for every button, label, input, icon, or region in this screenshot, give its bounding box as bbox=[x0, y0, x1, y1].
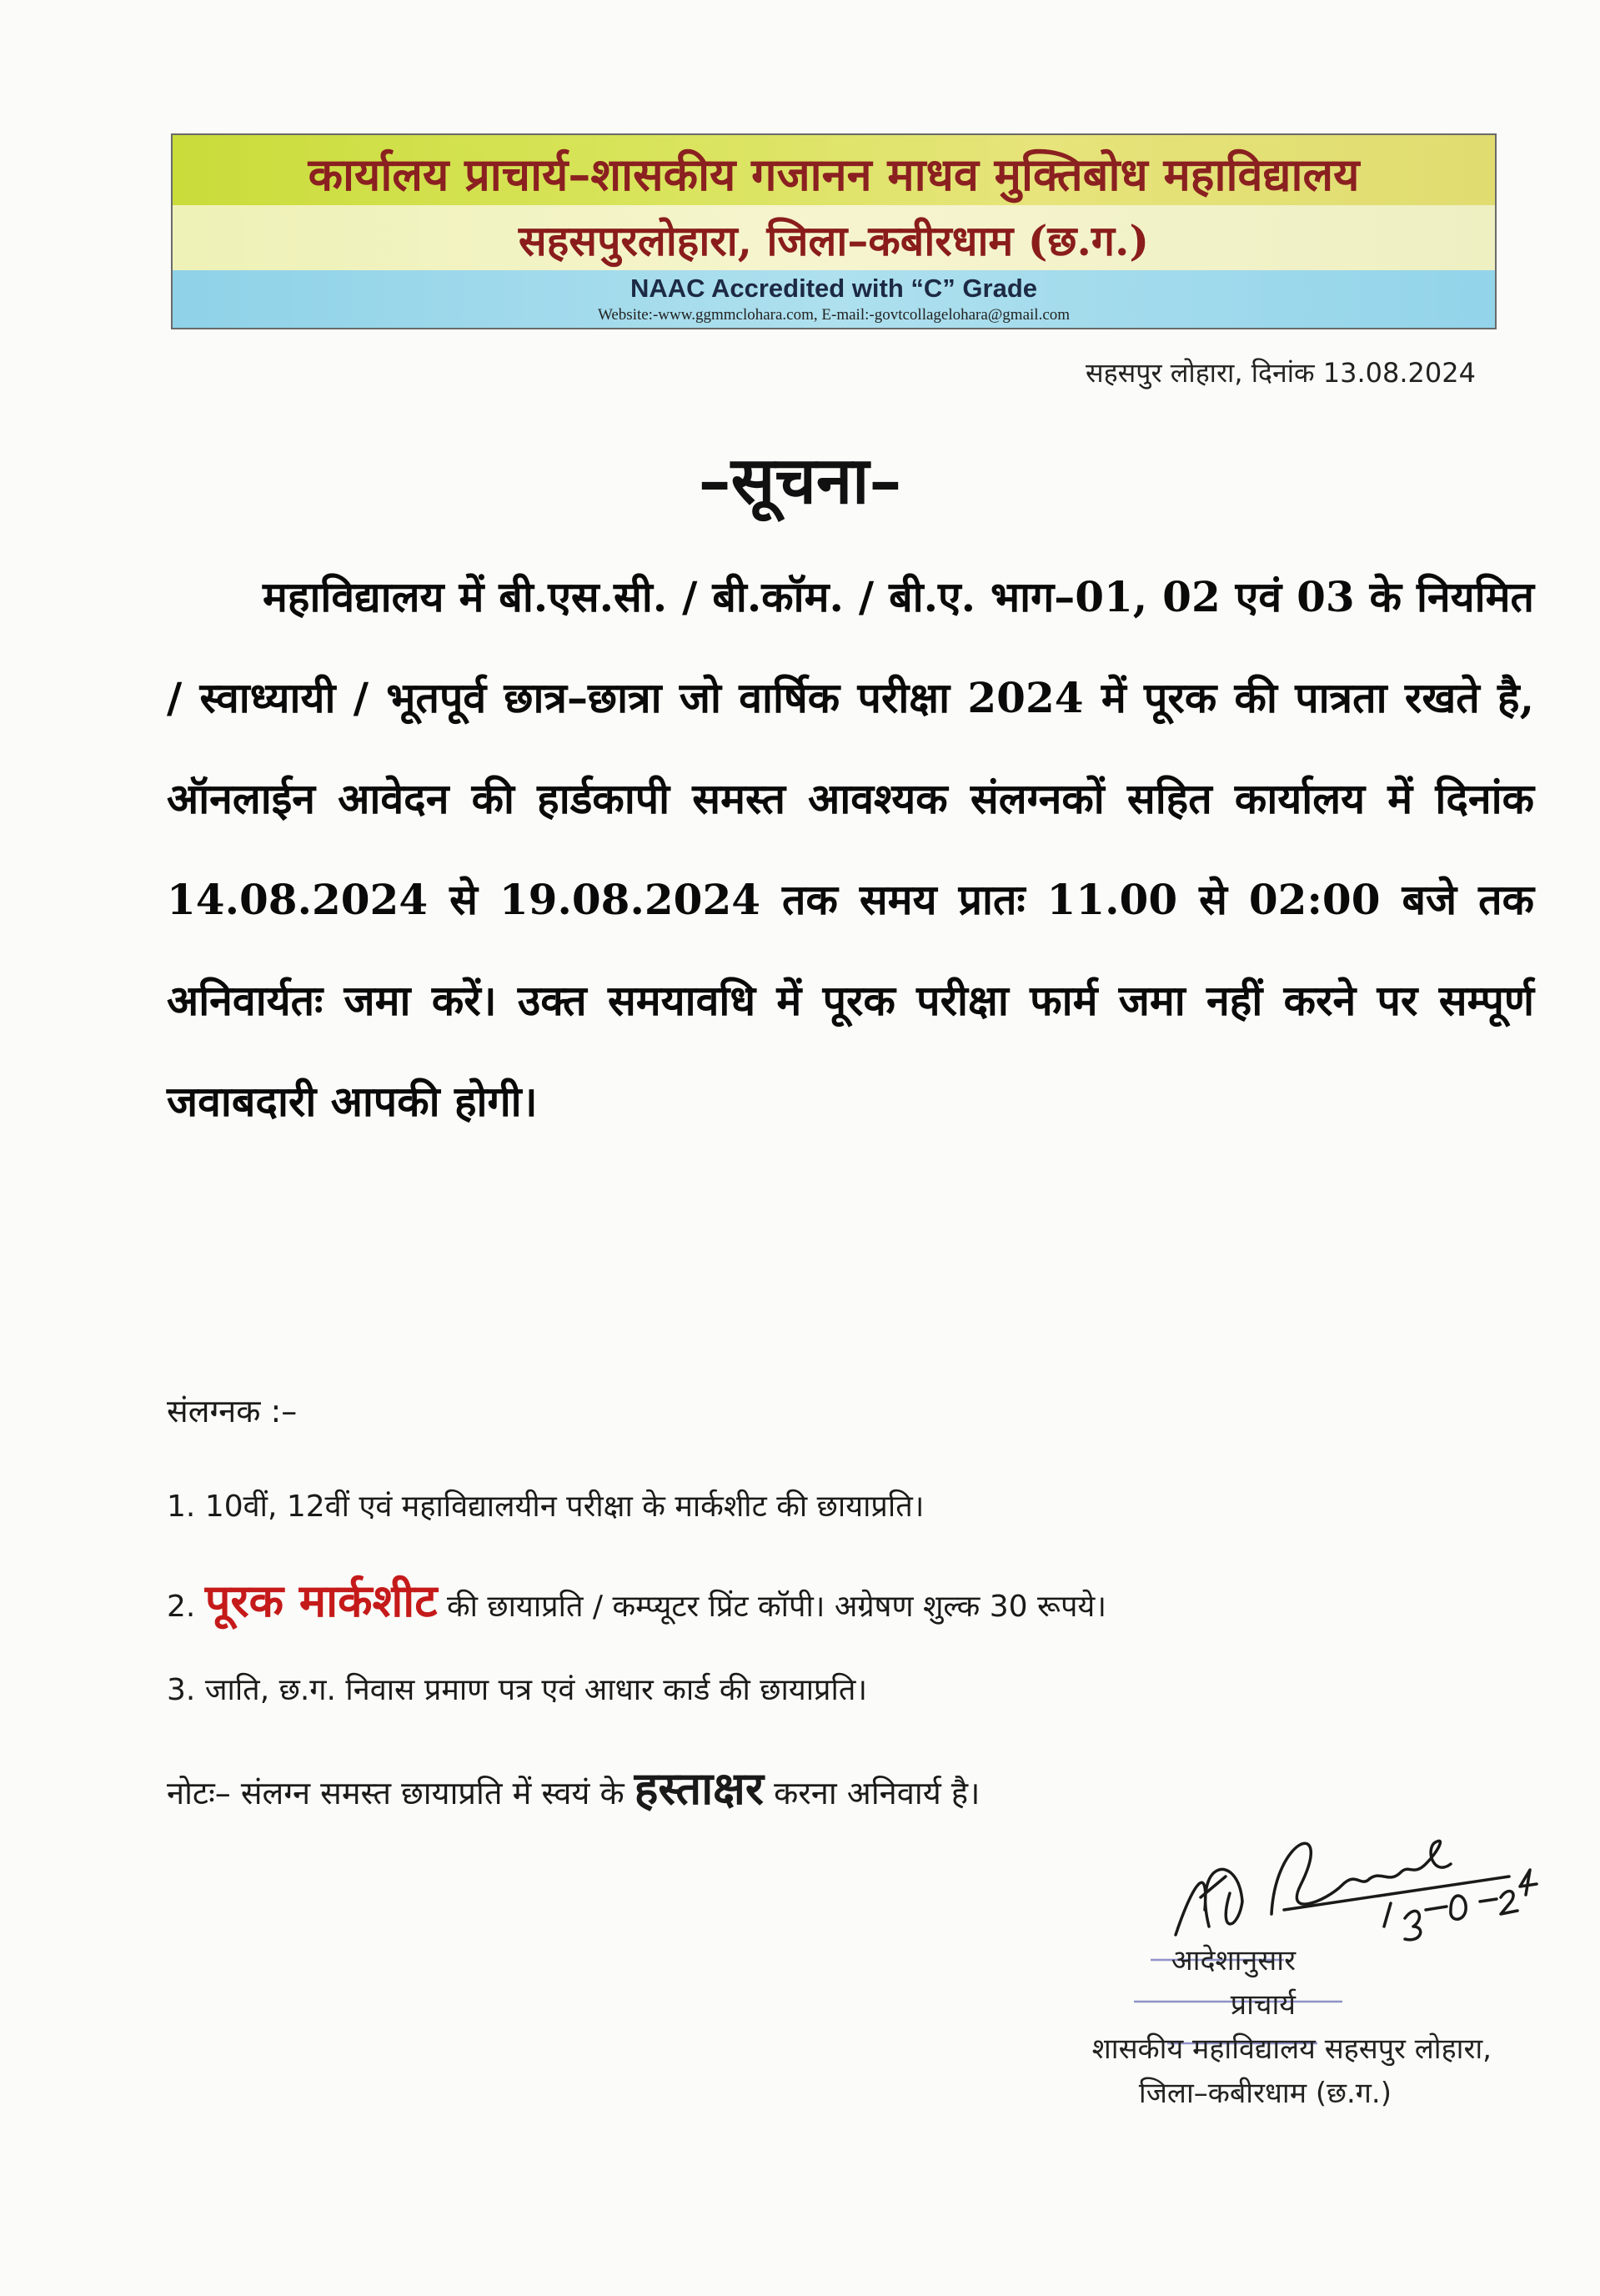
enclosures-label: संलग्नक :– bbox=[167, 1393, 298, 1429]
list-item bbox=[167, 1668, 1534, 1709]
list-number: 1. bbox=[167, 1490, 196, 1524]
place-date: सहसपुर लोहारा, दिनांक 13.08.2024 bbox=[1086, 357, 1476, 389]
notice-body: महाविद्यालय में बी.एस.सी. / बी.कॉम. / बी.ए. भाग–01, 02 एवं 03 के नियमित / स्वाध्यायी / भूतपूर्व छात्र–छात्रा जो वार्षिक परीक्षा 2024 में पूरक की पात्रता रखते है, ऑनलाईन आवेदन की हार्डकापी समस्त आवश्यक संलग्नकों सहित कार्यालय में दिनांक 14.08.2024 से 19.08.2024 तक समय प्रातः 11.00 से 02:00 बजे तक अनिवार्यतः जमा करें। उक्त समयावधि में पूरक परीक्षा फार्म जमा नहीं करने पर सम्पूर्ण जवाबदारी आपकी होगी। bbox=[167, 572, 1534, 1126]
naac-grade: NAAC Accredited with “C” Grade bbox=[629, 274, 1038, 303]
district-line: जिला–कबीरधाम (छ.ग.) bbox=[1138, 2077, 1392, 2110]
note-prefix: नोटः– संलग्न समस्त छायाप्रति में स्वयं के bbox=[167, 1775, 634, 1811]
institution-line: शासकीय महाविद्यालय सहसपुर लोहारा, bbox=[1091, 2032, 1492, 2066]
college-address: सहसपुरलोहारा, जिला–कबीरधाम (छ.ग.) bbox=[518, 216, 1150, 265]
list-number: 3. bbox=[167, 1673, 196, 1707]
handwritten-signature bbox=[1159, 1785, 1576, 1952]
list-number: 2. bbox=[167, 1590, 196, 1624]
order-line: आदेशानुसार bbox=[1171, 1944, 1296, 1977]
note-line bbox=[167, 1756, 980, 1817]
list-text: की छायाप्रति / कम्प्यूटर प्रिंट कॉपी। अग्रेषण शुल्क 30 रूपये। bbox=[437, 1590, 1106, 1624]
notice-heading: –सूचना– bbox=[698, 443, 902, 519]
list-text: 10वीं, 12वीं एवं महाविद्यालयीन परीक्षा के मार्कशीट की छायाप्रति। bbox=[204, 1490, 925, 1524]
note-signature-word: हस्ताक्षर bbox=[634, 1761, 764, 1815]
note-suffix: करना अनिवार्य है। bbox=[763, 1775, 981, 1811]
list-item bbox=[167, 1568, 1534, 1630]
signature-block bbox=[1092, 1939, 1492, 2116]
principal-title: प्राचार्य bbox=[1230, 1988, 1296, 2022]
college-title: कार्यालय प्राचार्य–शासकीय गजानन माधव मुक्तिबोध महाविद्यालय bbox=[308, 148, 1360, 201]
highlighted-marksheet: पूरक मार्कशीट bbox=[204, 1574, 438, 1627]
list-item bbox=[167, 1485, 1534, 1525]
letterhead-banner bbox=[171, 133, 1497, 329]
list-text: जाति, छ.ग. निवास प्रमाण पत्र एवं आधार कार्ड की छायाप्रति। bbox=[204, 1673, 868, 1707]
website-email: Website:-www.ggmmclohara.com, E-mail:-govtcollagelohara@gmail.com bbox=[597, 306, 1071, 324]
